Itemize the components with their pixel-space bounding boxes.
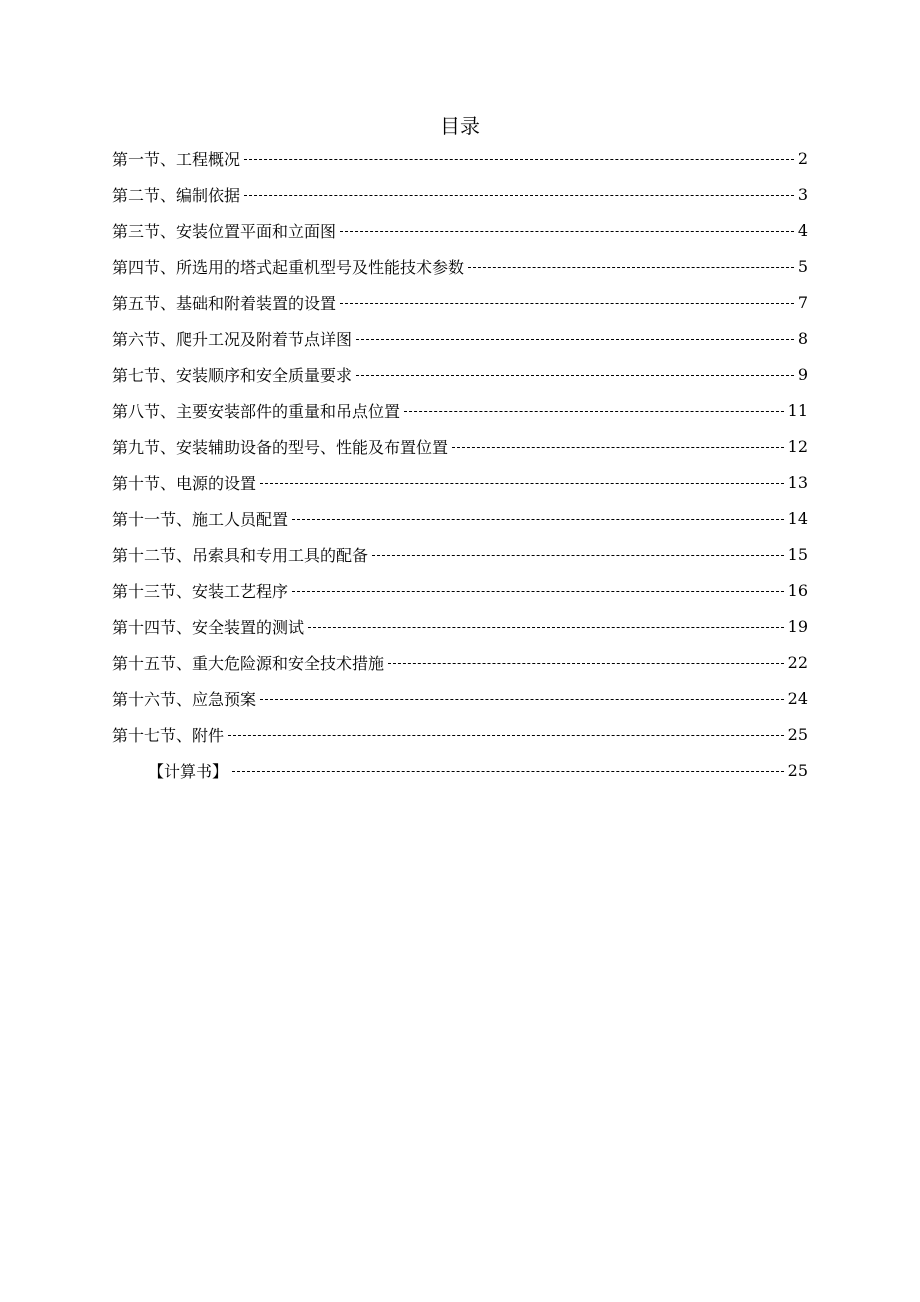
toc-leader [340,231,794,232]
toc-entry[interactable] [112,500,808,536]
toc-entry[interactable] [112,248,808,284]
toc-entry[interactable] [112,428,808,464]
toc-leader [232,771,784,772]
toc-entry-label: 第九节、安装辅助设备的型号、性能及布置位置 [112,437,449,457]
toc-leader [228,735,784,736]
toc-entry-page: 9 [797,364,808,384]
toc-entry-label: 第七节、安装顺序和安全质量要求 [112,365,353,385]
toc-entry-page: 8 [797,328,808,348]
toc-entry[interactable] [112,212,808,248]
toc-entry-page: 12 [787,436,808,456]
toc-leader [244,159,794,160]
toc-entry-page: 14 [787,508,808,528]
toc-leader [404,411,784,412]
toc-leader [372,555,784,556]
toc-entry-label: 第六节、爬升工况及附着节点详图 [112,329,353,349]
toc-entry-calculation-book[interactable] [112,752,808,788]
toc-entry[interactable] [112,608,808,644]
toc-entry-label: 第二节、编制依据 [112,185,241,205]
toc-title: 目录 [440,114,480,138]
toc-list [112,140,808,788]
toc-entry[interactable] [112,644,808,680]
toc-entry-label: 第十七节、附件 [112,725,225,745]
toc-entry[interactable] [112,536,808,572]
toc-entry-page: 25 [787,760,808,780]
toc-entry-page: 11 [787,400,808,420]
toc-entry[interactable] [112,284,808,320]
toc-entry-label: 【计算书】 [148,761,229,781]
toc-leader [356,339,794,340]
toc-entry[interactable] [112,176,808,212]
toc-entry-label: 第十五节、重大危险源和安全技术措施 [112,653,385,673]
toc-entry[interactable] [112,140,808,176]
toc-entry-page: 16 [787,580,808,600]
toc-entry-label: 第十二节、吊索具和专用工具的配备 [112,545,369,565]
toc-leader [260,699,784,700]
toc-entry[interactable] [112,716,808,752]
toc-entry-page: 13 [787,472,808,492]
toc-entry-page: 15 [787,544,808,564]
toc-entry-label: 第三节、安装位置平面和立面图 [112,221,337,241]
toc-entry-page: 2 [797,148,808,168]
toc-entry-page: 22 [787,652,808,672]
toc-leader [388,663,784,664]
toc-entry[interactable] [112,392,808,428]
toc-leader [356,375,794,376]
toc-entry[interactable] [112,320,808,356]
toc-entry-page: 25 [787,724,808,744]
toc-leader [292,519,784,520]
toc-entry-label: 第十一节、施工人员配置 [112,509,289,529]
toc-entry-page: 5 [797,256,808,276]
toc-entry-page: 7 [797,292,808,312]
toc-entry-label: 第四节、所选用的塔式起重机型号及性能技术参数 [112,257,465,277]
toc-entry-label: 第八节、主要安装部件的重量和吊点位置 [112,401,401,421]
toc-leader [468,267,794,268]
toc-entry-page: 3 [797,184,808,204]
toc-entry[interactable] [112,680,808,716]
toc-leader [308,627,784,628]
toc-leader [260,483,784,484]
toc-leader [340,303,794,304]
toc-entry-page: 19 [787,616,808,636]
toc-entry-label: 第一节、工程概况 [112,149,241,169]
toc-leader [244,195,794,196]
toc-entry-label: 第十三节、安装工艺程序 [112,581,289,601]
toc-leader [292,591,784,592]
toc-entry-label: 第十四节、安全装置的测试 [112,617,305,637]
toc-entry[interactable] [112,356,808,392]
toc-leader [452,447,784,448]
toc-entry-label: 第五节、基础和附着装置的设置 [112,293,337,313]
toc-entry[interactable] [112,572,808,608]
toc-entry-label: 第十六节、应急预案 [112,689,257,709]
toc-entry-label: 第十节、电源的设置 [112,473,257,493]
toc-entry-page: 24 [787,688,808,708]
toc-entry-page: 4 [797,220,808,240]
toc-entry[interactable] [112,464,808,500]
